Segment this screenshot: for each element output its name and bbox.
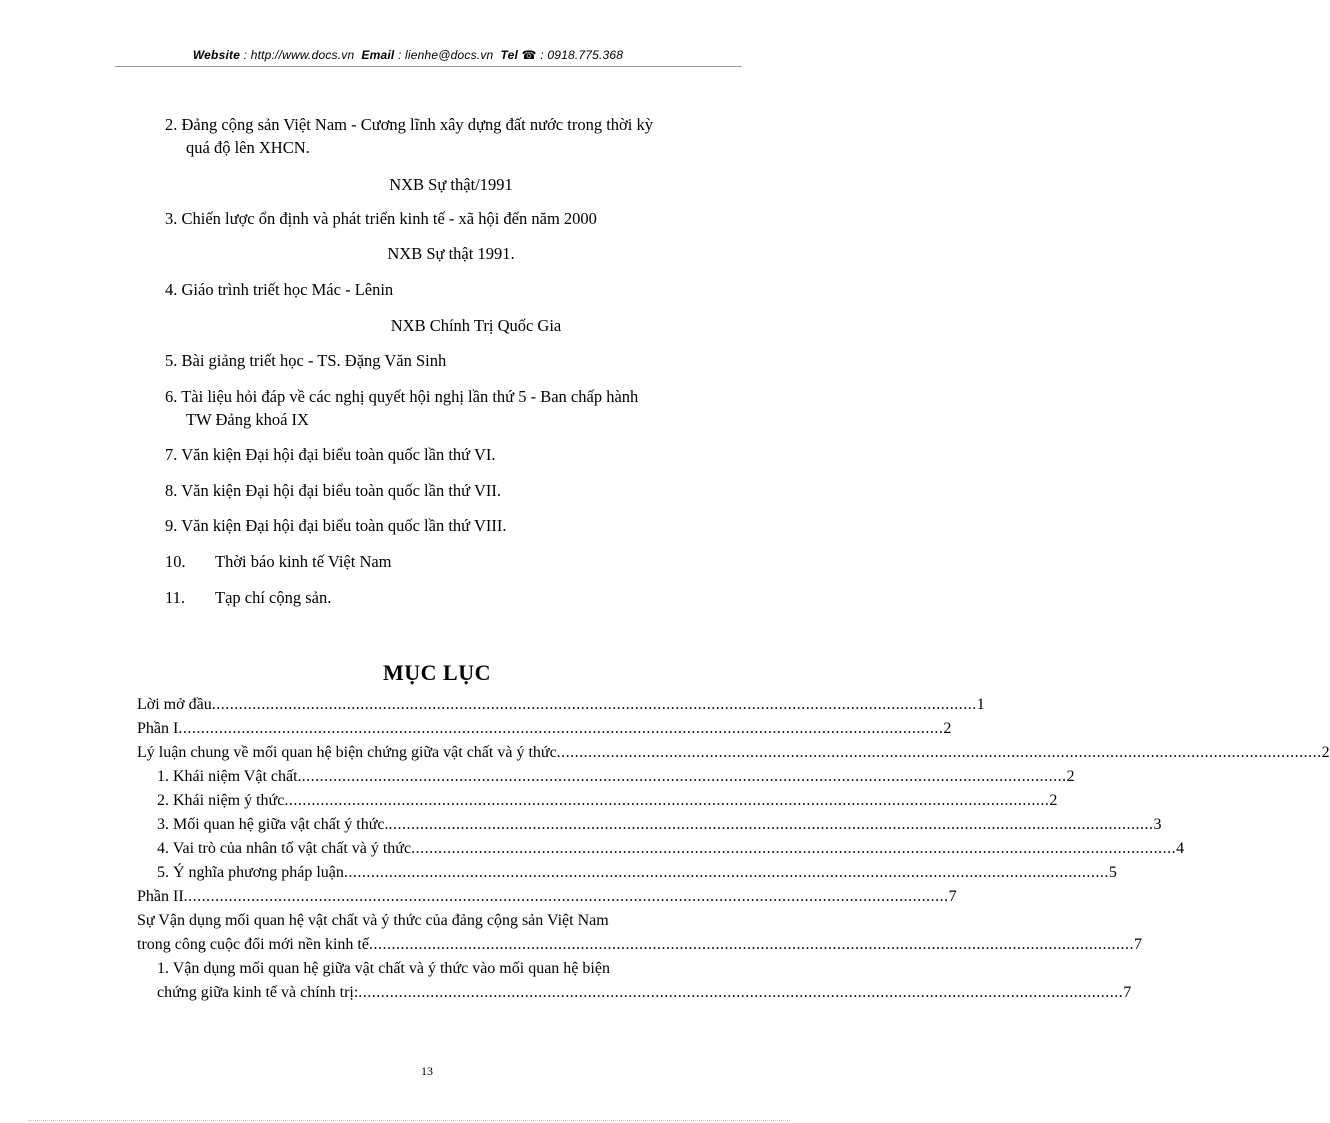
toc-entry-page: 3 (1153, 816, 1162, 833)
toc-entry-text: 2. Khái niệm ý thức (157, 792, 285, 809)
toc-entry[interactable] (137, 693, 985, 717)
toc-entry-text: Sự Vận dụng mối quan hệ vật chất và ý thức của đảng cộng sản Việt Nam (137, 912, 609, 929)
toc-leader: .......................................................................................................................................................................... (556, 744, 1322, 761)
toc-entry-text: 5. Ý nghĩa phương pháp luận (157, 864, 344, 881)
tel-label: Tel (500, 48, 518, 62)
toc-entry-text: 1. Vận dụng mối quan hệ giữa vật chất và ý thức vào mối quan hệ biện (157, 960, 610, 977)
reference-3: 3. Chiến lược ổn định và phát triển kinh tế - xã hội đến năm 2000 (165, 209, 597, 228)
reference-3-publisher: NXB Sự thật 1991. (387, 244, 515, 263)
toc-entry-text: 1. Khái niệm Vật chất. (157, 768, 302, 785)
toc-entry[interactable] (137, 717, 952, 741)
toc-entry[interactable] (137, 957, 740, 981)
toc-leader: .......................................................................................................................................................................... (343, 864, 1109, 881)
reference-7: 7. Văn kiện Đại hội đại biểu toàn quốc lần thứ VI. (165, 445, 496, 464)
toc-entry[interactable] (137, 741, 1330, 765)
toc-entry-page: 7 (1133, 936, 1142, 953)
toc-leader: .......................................................................................................................................................................... (183, 888, 949, 905)
toc-entry-page: 4 (1176, 840, 1185, 857)
toc-entry-text: chứng giữa kinh tế và chính trị: (157, 984, 359, 1001)
toc-leader: .......................................................................................................................................................................... (388, 816, 1154, 833)
reference-5: 5. Bài giảng triết học - TS. Đặng Văn Sinh (165, 351, 447, 370)
toc-entry[interactable] (137, 789, 1058, 813)
reference-4: 4. Giáo trình triết học Mác - Lênin (165, 280, 394, 299)
toc-entry-page: 7 (948, 888, 957, 905)
toc-entry-text: 4. Vai trò của nhân tố vật chất và ý thức (157, 840, 412, 857)
reference-10-text: Thời báo kinh tế Việt Nam (215, 552, 392, 571)
toc-entry-page: 2 (1321, 744, 1330, 761)
page-header (0, 48, 816, 62)
reference-9: 9. Văn kiện Đại hội đại biểu toàn quốc lần thứ VIII. (165, 516, 507, 535)
email-address[interactable]: : lienhe@docs.vn (397, 48, 494, 62)
reference-6-line-1: 6. Tài liệu hỏi đáp về các nghị quyết hội nghị lần thứ 5 - Ban chấp hành (165, 387, 639, 406)
toc-entry-text: Phần II (137, 888, 184, 905)
toc-title: MỤC LỤC (383, 660, 491, 685)
reference-10-number: 10. (165, 552, 186, 571)
website-url[interactable]: : http://www.docs.vn (243, 48, 355, 62)
reference-6-line-2: TW Đảng khoá IX (186, 410, 309, 429)
toc-entry-page: 2 (1066, 768, 1075, 785)
toc-entry[interactable] (137, 813, 1162, 837)
toc-entry-page: 7 (1123, 984, 1132, 1001)
email-label: Email (361, 48, 395, 62)
reference-2-line-2: quá độ lên XHCN. (186, 138, 310, 157)
table-of-contents (137, 693, 1330, 1005)
website-label: Website (192, 48, 241, 62)
tel-number: : 0918.775.368 (540, 48, 624, 62)
toc-entry-text: trong công cuộc đổi mới nền kinh tế (137, 936, 369, 953)
reference-11-number: 11. (165, 588, 186, 607)
toc-entry-text: Phần I (137, 720, 179, 737)
toc-entry[interactable] (137, 765, 1075, 789)
toc-leader: .......................................................................................................................................................................... (178, 720, 944, 737)
reference-2-publisher: NXB Sự thật/1991 (389, 175, 513, 194)
toc-entry[interactable] (137, 885, 957, 909)
toc-leader: .......................................................................................................................................................................... (211, 696, 977, 713)
toc-entry-text: Lời mở đầu (137, 696, 212, 713)
reference-4-publisher: NXB Chính Trị Quốc Gia (390, 316, 562, 335)
toc-entry-text: Lý luận chung về mối quan hệ biện chứng giữa vật chất và ý thức (137, 744, 557, 761)
toc-entry-page: 2 (943, 720, 952, 737)
toc-leader: .......................................................................................................................................................................... (411, 840, 1177, 857)
toc-entry[interactable] (137, 933, 1142, 957)
toc-entry-page: 5 (1108, 864, 1117, 881)
toc-entry[interactable] (137, 981, 1132, 1005)
toc-entry-text: 3. Mối quan hệ giữa vật chất ý thức. (157, 816, 389, 833)
toc-entry-page: 2 (1049, 792, 1058, 809)
phone-icon: ☎ (521, 48, 537, 62)
reference-2-line-1: 2. Đảng cộng sản Việt Nam - Cương lĩnh xây dựng đất nước trong thời kỳ (165, 115, 653, 134)
toc-entry[interactable] (137, 861, 1117, 885)
toc-leader: .......................................................................................................................................................................... (284, 792, 1050, 809)
toc-leader: .......................................................................................................................................................................... (358, 984, 1124, 1001)
footer-divider (28, 1120, 790, 1121)
toc-entry-page: 1 (976, 696, 985, 713)
toc-entry[interactable] (137, 909, 740, 933)
toc-leader: .......................................................................................................................................................................... (368, 936, 1134, 953)
toc-leader: .......................................................................................................................................................................... (301, 768, 1067, 785)
header-divider (115, 66, 742, 67)
reference-8: 8. Văn kiện Đại hội đại biểu toàn quốc lần thứ VII. (165, 481, 501, 500)
reference-11-text: Tạp chí cộng sản. (215, 588, 332, 607)
toc-entry[interactable] (137, 837, 1185, 861)
page-number: 13 (421, 1064, 433, 1078)
